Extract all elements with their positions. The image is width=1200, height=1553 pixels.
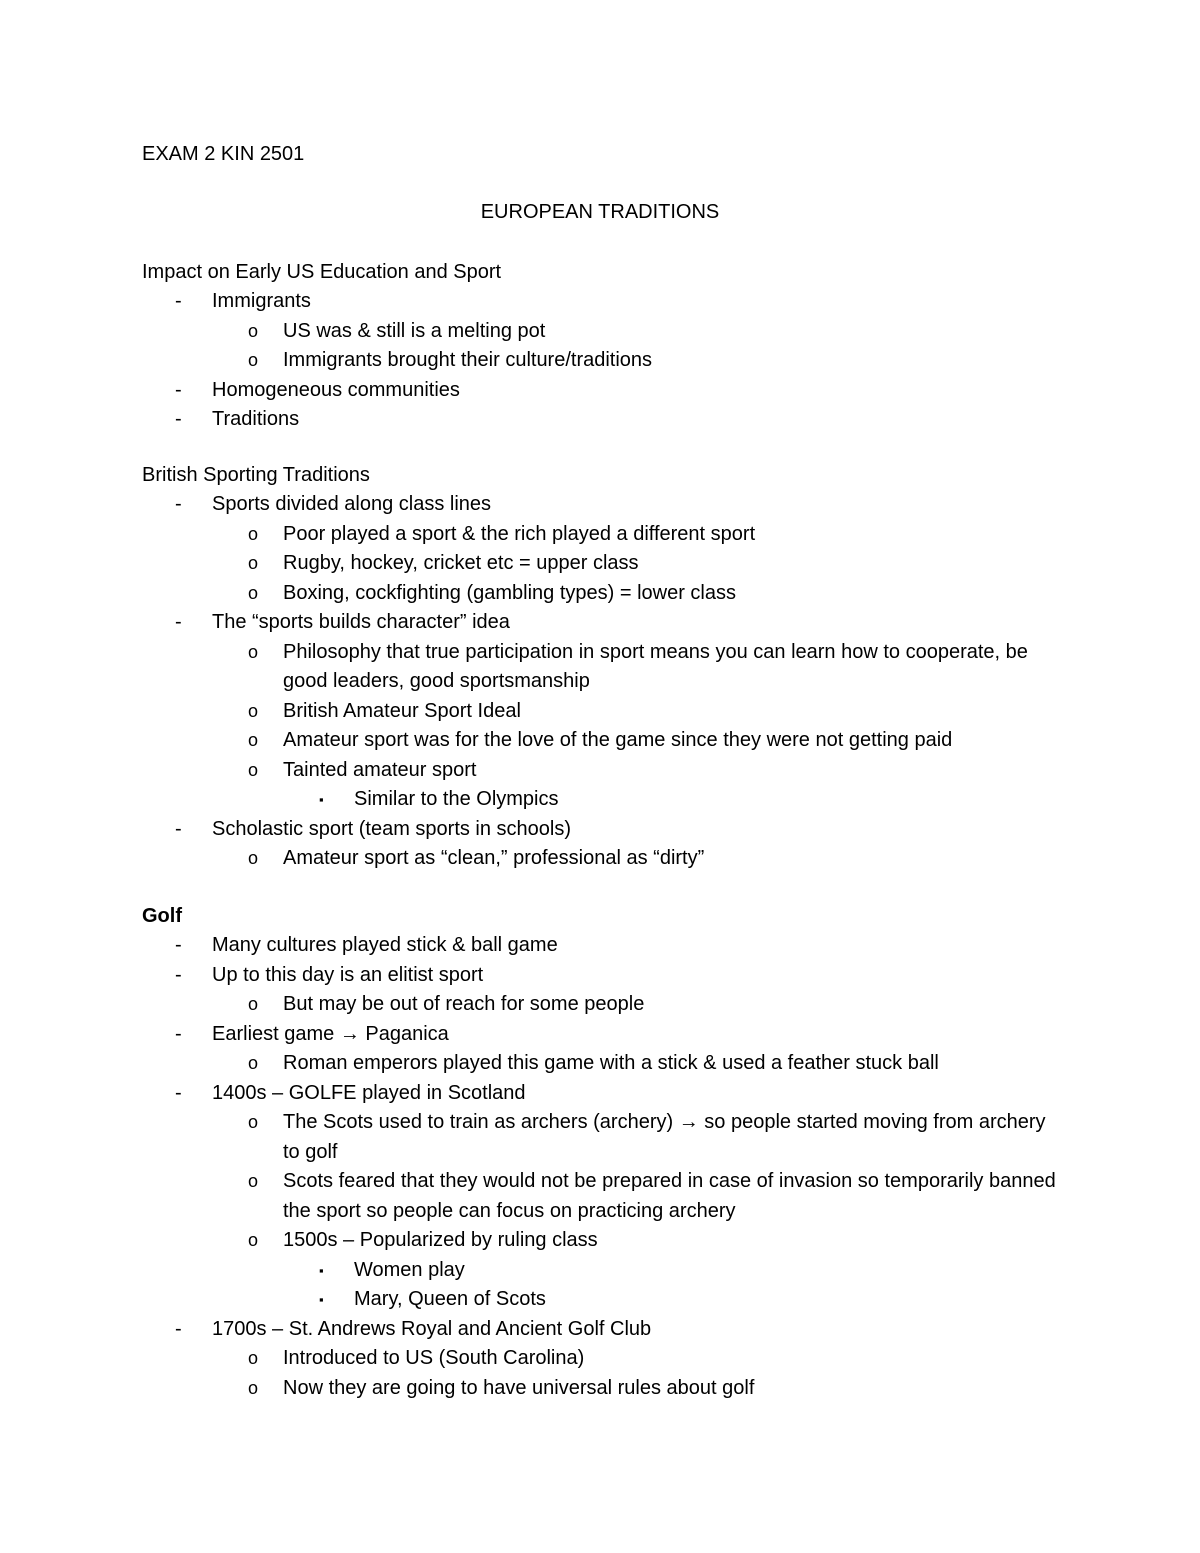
circle-bullet: o xyxy=(248,730,259,750)
list-item xyxy=(142,1020,1062,1050)
circle-bullet: o xyxy=(248,320,259,341)
list-item-text: Similar to the Olympics xyxy=(354,788,559,810)
square-bullet: ▪ xyxy=(319,1292,324,1307)
list-item xyxy=(142,1049,1062,1079)
list-item xyxy=(142,931,1062,961)
circle-bullet: o xyxy=(248,759,259,780)
list-item-text: Sports divided along class lines xyxy=(212,493,492,515)
list-item xyxy=(142,490,1062,520)
circle-bullet: o xyxy=(248,582,259,603)
list-item xyxy=(142,405,1062,435)
circle-bullet: o xyxy=(248,350,259,370)
list-item-text: Many cultures played stick & ball game xyxy=(212,934,558,956)
dash-bullet: - xyxy=(175,817,182,840)
list-item-text: Homogeneous communities xyxy=(212,378,460,401)
list-item-text: The Scots used to train as archers (archery) → so people started moving from archery to golf xyxy=(283,1111,1046,1163)
list-item-text: Traditions xyxy=(212,408,300,430)
circle-bullet: o xyxy=(248,1171,259,1191)
list-item-text: Up to this day is an elitist sport xyxy=(212,963,484,986)
circle-bullet: o xyxy=(248,1112,259,1132)
list-item xyxy=(142,844,1062,874)
dash-bullet: - xyxy=(175,611,182,633)
circle-bullet: o xyxy=(248,700,259,721)
list-item-text: Philosophy that true participation in sport means you can learn how to cooperate, be good leaders, good sportsmanship xyxy=(283,640,1028,692)
list-item xyxy=(142,785,1062,815)
square-bullet: ▪ xyxy=(319,1262,324,1278)
list-item-text: Immigrants xyxy=(212,290,311,312)
list-item-text: Mary, Queen of Scots xyxy=(354,1288,546,1310)
circle-bullet: o xyxy=(248,523,259,544)
list-item xyxy=(142,1079,1062,1109)
list-item xyxy=(142,990,1062,1020)
list-item-text: But may be out of reach for some people xyxy=(283,993,645,1015)
square-bullet: ▪ xyxy=(319,792,324,807)
dash-bullet: - xyxy=(175,1022,182,1045)
list-item xyxy=(142,1315,1062,1345)
section-heading: Golf xyxy=(142,905,182,927)
list-item xyxy=(142,346,1062,376)
dash-bullet: - xyxy=(175,408,182,430)
list-item xyxy=(142,287,1062,317)
list-item-text: Introduced to US (South Carolina) xyxy=(283,1347,585,1369)
section-impact xyxy=(142,258,1062,435)
list-item xyxy=(142,1374,1062,1404)
list-item xyxy=(142,317,1062,347)
dash-bullet: - xyxy=(175,1317,182,1340)
list-item-text: Tainted amateur sport xyxy=(283,758,477,781)
list-item xyxy=(142,697,1062,727)
list-item-text: Roman emperors played this game with a stick & used a feather stuck ball xyxy=(283,1052,939,1074)
list-item-text: Poor played a sport & the rich played a different sport xyxy=(283,522,756,545)
list-item-text: Earliest game → Paganica xyxy=(212,1022,449,1045)
list-item xyxy=(142,815,1062,845)
list-item-text: Scholastic sport (team sports in schools) xyxy=(212,817,572,840)
list-item-text: US was & still is a melting pot xyxy=(283,319,546,342)
circle-bullet: o xyxy=(248,994,259,1014)
dash-bullet: - xyxy=(175,963,182,986)
list-item-text: Now they are going to have universal rules about golf xyxy=(283,1376,755,1399)
list-item xyxy=(142,1108,1062,1167)
dash-bullet: - xyxy=(175,378,182,401)
circle-bullet: o xyxy=(248,1053,259,1073)
list-item xyxy=(142,726,1062,756)
dash-bullet: - xyxy=(175,493,182,515)
list-item-text: 1500s – Popularized by ruling class xyxy=(283,1229,598,1251)
list-item xyxy=(142,638,1062,697)
section-heading: British Sporting Traditions xyxy=(142,464,370,486)
list-item-text: The “sports builds character” idea xyxy=(212,611,510,633)
list-item xyxy=(142,756,1062,786)
list-item xyxy=(142,961,1062,991)
circle-bullet: o xyxy=(248,1230,259,1250)
list-item xyxy=(142,1226,1062,1256)
list-item-text: Women play xyxy=(354,1258,465,1281)
section-golf xyxy=(142,902,1062,1403)
list-item xyxy=(142,579,1062,609)
list-item xyxy=(142,1256,1062,1286)
circle-bullet: o xyxy=(248,1377,259,1398)
page-title: EUROPEAN TRADITIONS xyxy=(480,201,720,223)
list-item xyxy=(142,520,1062,550)
list-item-text: 1700s – St. Andrews Royal and Ancient Golf Club xyxy=(212,1317,652,1340)
list-item-text: Amateur sport was for the love of the game since they were not getting paid xyxy=(283,729,953,751)
list-item-text: Immigrants brought their culture/traditions xyxy=(283,349,653,371)
course-header: EXAM 2 KIN 2501 xyxy=(142,143,305,165)
list-item-text: Scots feared that they would not be prepared in case of invasion so temporarily banned the sport so people can focus on practicing archery xyxy=(283,1170,1056,1222)
list-item xyxy=(142,1167,1062,1226)
list-item xyxy=(142,549,1062,579)
circle-bullet: o xyxy=(248,848,259,868)
section-heading: Impact on Early US Education and Sport xyxy=(142,261,502,283)
circle-bullet: o xyxy=(248,1348,259,1368)
dash-bullet: - xyxy=(175,290,182,312)
section-british xyxy=(142,461,1062,874)
list-item xyxy=(142,1285,1062,1315)
list-item-text: 1400s – GOLFE played in Scotland xyxy=(212,1081,526,1104)
list-item-text: Boxing, cockfighting (gambling types) = lower class xyxy=(283,581,736,604)
list-item xyxy=(142,1344,1062,1374)
circle-bullet: o xyxy=(248,553,259,573)
dash-bullet: - xyxy=(175,934,182,956)
list-item xyxy=(142,608,1062,638)
list-item-text: Rugby, hockey, cricket etc = upper class xyxy=(283,552,639,574)
list-item xyxy=(142,376,1062,406)
list-item-text: Amateur sport as “clean,” professional as “dirty” xyxy=(283,847,705,869)
list-item-text: British Amateur Sport Ideal xyxy=(283,699,521,722)
circle-bullet: o xyxy=(248,641,259,662)
dash-bullet: - xyxy=(175,1081,182,1104)
